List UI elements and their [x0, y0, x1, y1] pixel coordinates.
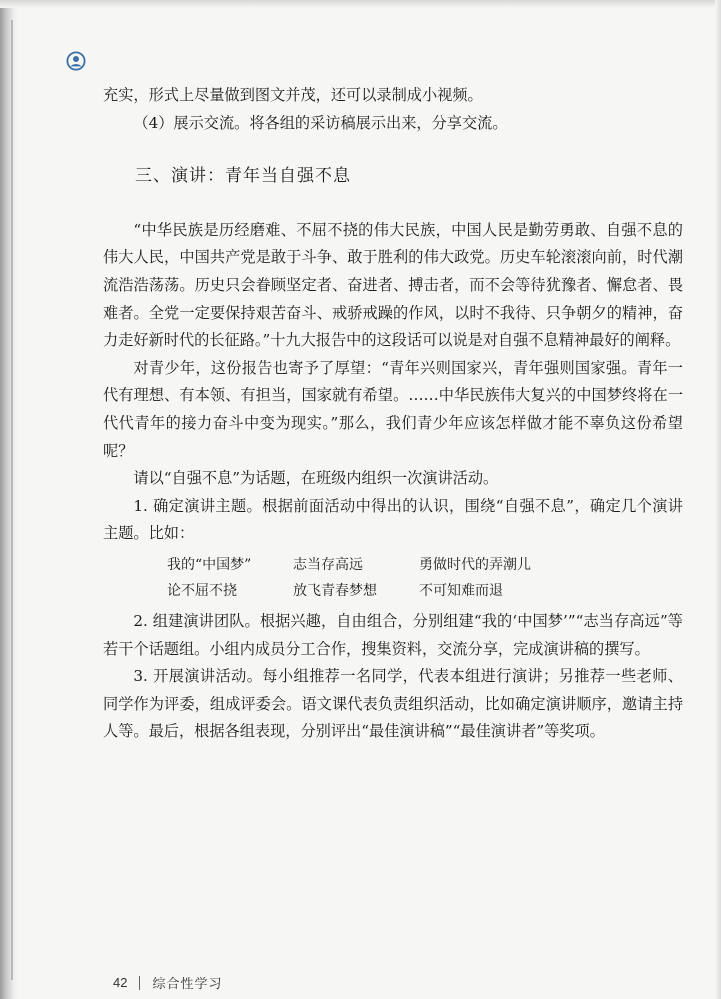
topic-row: [167, 578, 683, 604]
footer-divider: [139, 976, 140, 990]
topic-row: [167, 552, 683, 578]
topic-item: 勇做时代的弄潮儿: [419, 556, 531, 573]
page-number: 42: [113, 975, 128, 990]
paragraph-step-1: 1. 确定演讲主题。根据前面活动中得出的认识，围绕“自强不息”，确定几个演讲主题。比如：: [103, 496, 683, 543]
page-spine-shadow: [0, 0, 18, 999]
chapter-title: 综合性学习: [152, 976, 223, 991]
paragraph-step-3: 3. 开展演讲活动。每小组推荐一名同学，代表本组进行演讲；另推荐一些老师、同学作为评委，组成评委会。语文课代表负责组织活动，比如确定演讲顺序，邀请主持人等。最后，根据各组表现，分别评出“最佳演讲稿”“最佳演讲者”等奖项。: [103, 667, 683, 741]
topic-item: 论不屈不挠: [167, 582, 237, 599]
topic-item: 放飞青春梦想: [293, 582, 377, 599]
paragraph-expectation: 对青少年，这份报告也寄予了厚望：“青年兴则国家兴，青年强则国家强。青年一代有理想、有本领、有担当，国家就有希望。……中华民族伟大复兴的中国梦终将在一代代青年的接力奋斗中变为现实。”那么，我们青少年应该怎样做才能不辜负这份希望呢？: [103, 358, 683, 460]
main-text: [103, 82, 683, 746]
topic-item: 我的“中国梦”: [167, 556, 252, 573]
topic-examples: [167, 552, 683, 604]
person-circle-icon: [66, 51, 86, 71]
paragraph-step-4: （4）展示交流。将各组的采访稿展示出来，分享交流。: [133, 113, 508, 132]
binding-line: [11, 20, 13, 980]
top-edge-shadow: [0, 0, 721, 8]
paragraph-task: 请以“自强不息”为话题，在班级内组织一次演讲活动。: [133, 469, 499, 488]
right-edge-shadow: [715, 0, 721, 999]
paragraph-quote: “中华民族是历经磨难、不屈不挠的伟大民族，中国人民是勤劳勇敢、自强不息的伟大人民，中国共产党是敢于斗争、敢于胜利的伟大政党。历史车轮滚滚向前，时代潮流浩浩荡荡。历史只会眷顾坚定者、奋进者、搏击者，而不会等待犹豫者、懈怠者、畏难者。全党一定要保持艰苦奋斗、戒骄戒躁的作风，以时不我待、只争朝夕的精神，奋力走好新时代的长征路。”十九大报告中的这段话可以说是对自强不息精神最好的阐释。: [103, 220, 683, 350]
topic-item: 不可知难而退: [419, 582, 503, 599]
page-footer: [113, 973, 222, 992]
section-title: 三、演讲：青年当自强不息: [135, 166, 351, 187]
paragraph-continued: 充实，形式上尽量做到图文并茂，还可以录制成小视频。: [103, 86, 483, 104]
topic-item: 志当存高远: [293, 556, 363, 573]
paragraph-step-2: 2. 组建演讲团队。根据兴趣，自由组合，分别组建“我的‘中国梦’”“志当存高远”等若干个话题组。小组内成员分工合作，搜集资料，交流分享，完成演讲稿的撰写。: [103, 611, 683, 658]
